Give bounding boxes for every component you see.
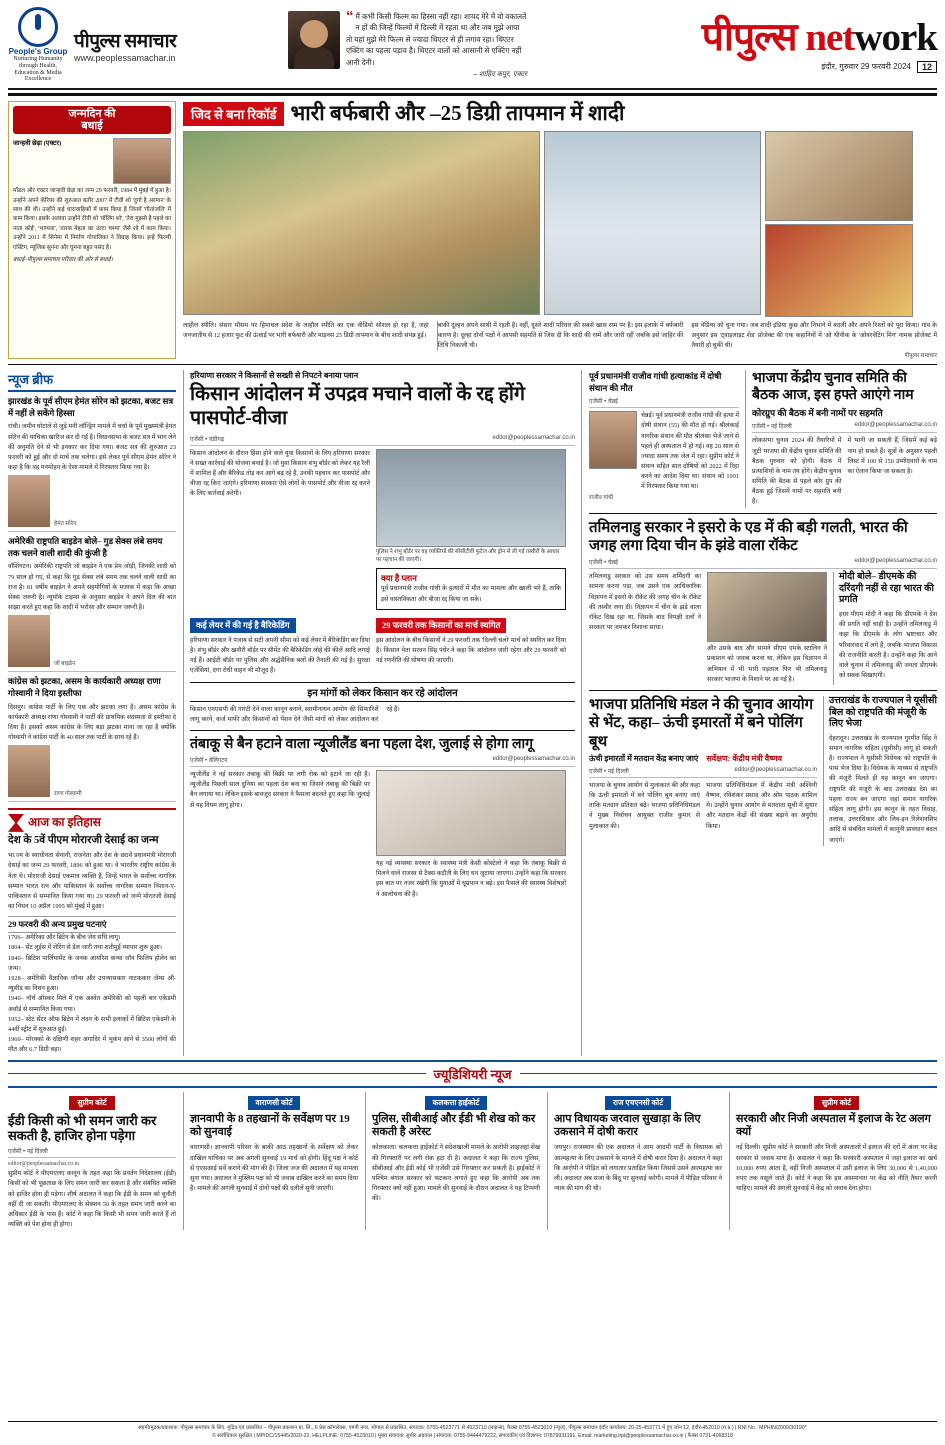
judiciary-headline: ज्ञानवापी के 8 तहखानों के सर्वेक्षण पर 19 को सुनवाई [190,1112,350,1138]
birthday-wish: बधाई–पीपुल्स समाचार परिवार की ओर से बधाई। [13,256,113,263]
ec-body-2: भाजपा प्रतिनिधिमंडल में केंद्रीय मंत्री अश्विनी वैष्णव, रविशंकर प्रसाद और ओम पाठक शामिल थे। उन्होंने चुनाव आयोग से मतदाता सूची में सुधार और मतदान केंद्रों की संख्या बढ़ाने का अनुरोध किया। [706,781,817,830]
birthday-title: जन्मदिन की बधाई [13,106,171,134]
peoples-group-logo-icon [18,7,58,47]
judiciary-card [8,1092,176,1231]
group-tagline-1: Nurturing Humanity through Health, [13,55,63,69]
history-subtitle: 29 फरवरी की अन्य प्रमुख घटनाएं [8,916,176,933]
kisan-body-1: किसान आंदोलन के दौरान हिंसा होने वाले युवा किसानों के लिए हरियाणा सरकार ने सख्त कार्रवाई की योजना बनाई है। जो युवा किसान शंभु बॉर्डर को लेकर यह रैली में शामिल हैं और बैरिकेड तोड़ कर आगे बढ़ रहे हैं, उनकी पहचान कर पासपोर्ट और वीजा रद्द किए जाएंगे। हरियाणा सरकार ऐसे लोगों के पासपोर्ट और वीजा रद्द करने के लिए कार्रवाई करेगी। [190,449,370,498]
newsbrief-title: न्यूज ब्रीफ [8,370,176,392]
quote-author: – शाहिद कपूर, एक्टर [473,71,527,79]
kisan-story [183,370,582,1055]
history-box [8,808,176,1055]
brief-headline: कांग्रेस को झटका, असम के कार्यकारी अध्यक्ष राणा गोस्वामी ने दिया इस्तीफा [8,676,161,699]
kisan-photo-caption: पुलिस ने शंभु बॉर्डर पर वह व्यक्तियों की सीसीटीवी फुटेज और ड्रोन से ली गई तस्वीरों के आधार पर पहचान की जाएगी। [376,548,560,563]
brief-headline: अमेरिकी राष्ट्रपति बाइडेन बोले– गुड सेक्स लंबे समय तक चलने वाली शादी की कुंजी है [8,536,163,558]
kisan-box1-body: पूर्व प्रधानमंत्री राजीव गांधी के हत्यारों में मौत का मामला और खाली भरे हैं, ताकि इसे वास्तविकता और बीजा रद्द किया जा सके। [381,585,561,603]
kisan-box4-body: किसान एमएसपी की गारंटी देने वाला कानून बनाने, स्वामीनाथन आयोग की सिफारिशें लागू करने, कर्ज माफी और किसानों को पेंशन देने जैसी मांगों को लेकर आंदोलन कर रहे हैं। [190,705,400,723]
judiciary-title: ज्यूडिशियरी न्यूज [433,1066,512,1082]
tobacco-body-2: यह नई व्यवस्था सरकार के स्वास्थ्य मंत्री केसी कोस्टेलो ने कहा कि तंबाकू बिक्री से मिलने वाले राजस्व से टैक्स कटौती के लिए धन जुटाया जाएगा। उन्होंने कहा कि सरकार इस बात पर नजर रखेगी कि युवाओं में धूम्रपान न बढ़े। इस फैसले की स्वास्थ्य विशेषज्ञों ने आलोचना की है। [376,859,566,898]
kisan-box4-title: इन मांगों को लेकर किसान कर रहे आंदोलन [190,682,575,702]
lead-photo-snow-convoy [544,131,761,315]
judiciary-body: जयपुर। राजस्थान की एक अदालत ने आम आदमी पार्टी के विधायक को आत्महत्या के लिए उकसाने के मामले में दोषी करार दिया है। अदालत ने कहा कि आरोपी ने पीड़ित को लगातार प्रताड़ित किया जिससे उसने आत्महत्या कर ली। अदालत अब सजा के बिंदु पर सुनवाई करेगी। मामले में पीड़ित परिवार ने न्याय की मांग की थी। [554,1144,722,1193]
history-event: 1796– अमेरिका और ब्रिटेन के बीच जेय संधि लागू। [8,934,121,942]
rajiv-body: चेन्नई। पूर्व प्रधानमंत्री राजीव गांधी की हत्या में दोषी संथान (55) की मौत हो गई। श्रीलंकाई नागरिक संथान की मौत श्रीलंका भेजे जाने से पहले ही अस्पताल में हो गई। वह 20 साल से ज्यादा समय तक जेल में रहा। सुप्रीम कोर्ट ने संथान सहित सात दोषियों को 2022 में रिहा करने का आदेश दिया था। संथान को 1991 में गिरफ्तार किया गया था। [641,412,739,491]
brief-body: दिसपुर। कांग्रेस पार्टी के लिए एक और झटका लगा है। असम कांग्रेस के कार्यकारी अध्यक्ष राणा गोस्वामी ने पार्टी की प्राथमिक सदस्यता से इस्तीफा दे दिया है। इसको असम कांग्रेस के लिए बड़ा झटका माना जा रहा है क्योंकि गोस्वामी ने कांग्रेस पार्टी के 40 साल तक पार्टी के साथ रहे हैं। [8,703,176,742]
edition-dateline: इंदौर, गुरुवार 29 फरवरी 2024 [821,62,911,71]
band-divider-1 [8,364,937,365]
ec-email[interactable]: editor@peoplessamachar.co.in [734,766,817,773]
judiciary-tag: कलकत्ता हाईकोर्ट [425,1096,488,1110]
newsbrief-column [8,370,176,1055]
isro-email[interactable]: editor@peoplessamachar.co.in [854,558,937,565]
tobacco-body-1: न्यूजीलैंड ने नई सरकार तंबाकू की बिक्री पर लगी रोक को हटाने जा रही है। न्यूजीलैंड पिछली साल दुनिया का पहला देश बना था जिसने तंबाकू की बिक्री पर बैन लगाया था। लेकिन इसके बावजूद सरकार ने फैसला बदलते हुए कहा कि जुलाई से यह नियम लागू होगा। [190,770,370,809]
masthead-net: net [805,15,855,59]
kisan-agency: एजेंसी • चंडीगढ़ [190,436,225,443]
tobacco-photo-cigarette [376,770,566,856]
birthday-body: मॉडल और एक्टर जान्हवी छेड़ा का जन्म 29 फरवरी, 1984 में मुंबई में हुआ है। उन्होंने अपने कॅरियर की शुरुआत बतौर 2007 में टीवी शो 'दुर्गा है अरमान' के साथ की थी। उन्होंने कई धारावाहिकों में काम किया है जिनमें 'गीतांजलि' में काम किया। इसके अलावा उन्होंने टीवी शो 'वॉलिंग शो', 'तेरा मुझसे है पहले का नाता कोई', 'भाग्यवा', 'तारक मेहता का उल्टा चश्मा' जैसे शो में काम किया। उन्होंने 2011 में सिनेमा में निर्माण गोपालिका ने विवाह किया। इन्हें फिल्मी एक्टिंग, म्यूजिक सुनना और घूमना बहुत पसंद है। [13,188,171,251]
modi-headline: मोदी बोले– डीएमके की दरिंदगी नहीं से रहा भारत की प्रगति [839,572,934,606]
tobacco-headline: तंबाकू से बैन हटाने वाला न्यूजीलैंड बना पहला देश, जुलाई से होगा लागू [190,736,533,752]
modi-story [833,572,937,685]
kisan-box2-body: हरियाणा सरकार ने पंजाब से सटी अपनी सीमा को कई लेयर में बैरिकेडिंग कर दिया है। शंभु बॉर्डर और खनौरी बॉर्डर पर सीमेंट की बैरिकेडिंग लोहे की कीलें आदि लगाई गई हैं। आईटी बॉर्डर पर पुलिस और अर्द्धसैनिक बलों की तैनाती की गई है। सुरक्षा एजेंसियां, दंगा रोधी वाहन भी मौजूद हैं। [190,636,370,675]
rajiv-agency: एजेंसी • चेन्नई [589,399,618,406]
tobacco-agency: एजेंसी • वेलिंगटन [190,757,228,764]
brief-photo-caption: हेमंत सोरेन [54,521,77,528]
group-tagline-2: Education & Media Excellence [14,69,62,83]
judiciary-tag: राज एचएनसी कोर्ट [605,1096,671,1110]
kisan-box2-title: कई लेयर में की गई है बैरिकेडिंग [190,618,296,633]
judiciary-body: नई दिल्ली। सुप्रीम कोर्ट ने सरकारी और निजी अस्पतालों में इलाज की दरों में अंतर पर केंद्र सरकार से जवाब मांगा है। अदालत ने कहा कि सरकारी अस्पताल में जहां इलाज का खर्च 10,000 रुपए आता है, वहीं निजी अस्पताल में उसी इलाज के लिए 30,000 से 1,40,000 रुपए तक वसूले जाते हैं। कोर्ट ने कहा कि इस असमानता पर केंद्र को नीति तैयार करनी चाहिए। मामले की अगली सुनवाई में केंद्र को जवाब देना होगा। [736,1144,937,1193]
bjp-headline: भाजपा केंद्रीय चुनाव समिति की बैठक आज, इस हफ्ते आएंगे नाम [752,371,914,404]
judiciary-band-header [8,1060,937,1088]
judiciary-body: कोलकाता। कलकत्ता हाईकोर्ट ने संदेशखाली मामले के आरोपी शाहजहां शेख की गिरफ्तारी पर लगी रोक हटा दी है। अदालत ने कहा कि राज्य पुलिस, सीबीआई और ईडी कोई भी एजेंसी उसे गिरफ्तार कर सकती है। हाईकोर्ट ने पश्चिम बंगाल सरकार को फटकार लगाते हुए कहा कि आरोपी अब तक गिरफ्तार क्यों नहीं हुआ। मामले की सुनवाई के दौरान अदालत ने यह टिप्पणी की। [372,1144,540,1203]
judiciary-email[interactable]: editor@peoplessamachar.co.in [8,1161,80,1168]
header-rule [8,93,937,96]
hourglass-icon [8,814,24,832]
lead-body-col2: बाकी दूल्हन अपने साथी में रहती है। वहीं, दूसरे शादी परिवार की सबसे खास रस्म पर है। इस इलाके में बर्फबारी कारण है। दूल्हा दोनों पक्षों ने आपसी सहमति से जिस दी कि शादी की रस्में और जारी रहीं जबकि इसे जाहिर की तिथि निकाली थी। [437,321,684,352]
quote-block [278,7,537,79]
page-footer [8,1421,937,1441]
ec-headline: भाजपा प्रतिनिधि मंडल ने की चुनाव आयोग से भेंट, कहा– ऊंची इमारतों में बने पोलिंग बूथ [589,696,814,750]
quote-text: “ मैं कभी किसी फिल्म का हिस्सा नहीं रहा। शायद मेरे में वो वकालतें न हों की जिन्हें फिल्मों में दिल्ली में रहता था और जब मुझे आया तो यहां मुझे मेरे फिल्म से ज्यादा थिएटर से ही लगाव रहा। थिएटर एक्टिंग का पहला पड़ाव है। थिएटर वालों को आसानी से एक्टिंग नहीं आनी देनी। [346,7,527,67]
history-event: 1952– स्टेट सेंटर ऑफ ब्रिटेन में लंदन के सभी इलाकों में ब्रिटिश एकेडमी के 44वीं स्ट्रीट में शुरुआत हुई। [8,1015,176,1033]
brief-photo [8,745,50,797]
bjp-story [745,370,937,507]
judiciary-tag: सुप्रीम कोर्ट [69,1096,114,1110]
rajiv-story [589,370,739,507]
mid-band [8,370,937,1055]
lead-story [183,101,937,359]
history-event: 1804– सेंट लुईस में शेरिंग से डेल जारी तथा शतीमुईं व्यापार शुरू हुआ। [8,944,163,952]
judiciary-headline: पुलिस, सीबीआई और ईडी भी शेख को कर सकती है अरेस्ट [372,1112,536,1138]
lead-photo-wedding-tent [183,131,540,315]
page-header [8,6,937,90]
brief-photo-caption: राणा गोस्वामी [54,791,82,798]
ec-leaddesc: सर्वेक्षण: केंद्रीय मंत्री वैष्णव [706,753,783,763]
judiciary-body: सुप्रीम कोर्ट ने पीएमएलए कानून के तहत कहा कि प्रवर्तन निदेशालय (ईडी) किसी को भी पूछताछ के लिए समन जारी कर सकता है और संबंधित व्यक्ति को हाजिर होना ही पड़ेगा। शीर्ष अदालत ने कहा कि ईडी के समन को चुनौती नहीं दी जा सकती। पीएमएलए के सेक्शन 50 के तहत समन जारी करने का अधिकार ईडी के पास है। कोर्ट ने कहा कि किसी भी समन जारी करते हैं तो व्यक्ति को पेश होना ही होगा। [8,1170,176,1229]
judiciary-card [547,1092,722,1231]
judiciary-headline: ईडी किसी को भी समन जारी कर सकती है, हाजिर होना पड़ेगा [8,1112,157,1144]
bjp-body-2: में भागी जा सकती हैं, जिसमें कई बड़े नाम हो सकते हैं। सूत्रों के अनुसार पहली लिस्ट में 100 से 150 उम्मीदवारों के नाम का ऐलान किया जा सकता है। [847,437,937,475]
isro-caption: और उसके बाद और सामने सीएम एमके स्टालिन ने प्रकाशन को जवाब करना था, लेकिन इस विज्ञापन में अभियान में भी भारी पड़ताल फिर भी तमिलनाडु सरकार भाजपा के निशाने पर आ गई है। [707,645,827,683]
birthday-box [8,101,176,359]
judiciary-headline: आप विधायक जरवाल सुखाड़ा के लिए उकसाने में दोषी करार [554,1112,701,1138]
history-intro: भा.ज्य के स्वाधीनता सेनानी, राजनेता और देश के छठवें प्रधानमंत्री मोरारजी देसाई का जन्म 29 फरवरी, 1896 को हुआ था। वे भारतीय राष्ट्रीय कांग्रेस के नेता थे। मोरारजी देसाई एकमात्र व्यक्ति हैं, जिन्हें भारत के सर्वोच्च नागरिक सम्मान भारत रत्न और पाकिस्तान के सर्वोच्च नागरिक सम्मान निशान-ए-पाकिस्तान से सम्मानित किया गया था। 29 फरवरी को जन्मे मोरारजी देसाई का निधन 10 अप्रैल 1995 को मुंबई में हुआ। [8,852,176,911]
list-item [8,392,176,532]
bjp-body-1: लोकसभा चुनाव 2024 की तैयारियों में जुटी भाजपा की केंद्रीय चुनाव समिति की बैठक गुरुवार को होगी। बैठक में प्रत्याशियों के नाम तय होंगे। केंद्रीय चुनाव समिति की बैठक से पहले कोर ग्रुप की बैठक हुई जिसमें नामों पर सहमति बनी है। [752,437,842,506]
lead-body-col1: लाहौल स्पीति। संसार मौसम पर हिमाचल प्रदेश के लाहौल स्पीति का एक वीडियो सोशल हो रहा है, जहां जनजातीय से 12 हजार फुट की ऊंचाई पर भारी बर्फबारी और माइनस 25 डिग्री तापमान के बीच शादी संपन्न हुई। [183,321,429,339]
uttarakhand-body: देहरादून। उत्तराखंड के राज्यपाल गुरमीत सिंह ने समान नागरिक संहिता (यूसीसी) लागू हो सकती है। राज्यपाल ने यूसीसी विधेयक को राष्ट्रपति के पास भेज दिया है। विधेयक के माध्यम से राष्ट्रपति की मंजूरी मिलते ही यह कानून बन जाएगा। राष्ट्रपति की मंजूरी के बाद उत्तराखंड देश का पहला राज्य बन जाएगा जहां समान नागरिक संहिता लागू होगी। इस कानून के तहत विवाह, तलाक, उत्तराधिकार और लिव-इन रिलेशनशिप आदि से संबंधित मामलों में कानूनी प्रावधान बदल जाएंगे। [829,734,937,844]
publisher-logo-block [8,7,278,84]
brief-headline: झारखंड के पूर्व सीएम हेमंत सोरेन को झटका, बजट सत्र में नहीं ले सकेंगे हिस्सा [8,396,174,418]
kisan-box1-title: क्या है प्लान [381,573,417,584]
list-item [8,532,176,672]
rajiv-photo [589,411,637,469]
judiciary-tag: सुप्रीम कोर्ट [814,1096,859,1110]
lead-headline: भारी बर्फबारी और –25 डिग्री तापमान में शादी [290,101,625,125]
quote-author-photo [288,11,340,69]
rajiv-photo-caption: राजीव गांधी [589,494,614,501]
lead-kicker: जिद से बना रिकॉर्ड [183,102,284,126]
history-event: 1940– नॉर्थ ऑस्कर मिले में एक अश्वेत अमेरिकी को पहली बार एकेडमी अवॉर्ड से सम्मानित किया गया। [8,995,176,1013]
isro-headline: तमिलनाडु सरकार ने इसरो के एड में की बड़ी गलती, भारत की जगह लगा दिया चीन के झंडे वाला रॉकेट [589,519,908,554]
isro-story [589,519,937,685]
judiciary-agency: एजेंसी • नई दिल्ली [8,1149,48,1156]
lead-body-col3: इस वेडिंग्स को चुना गया। जब शादी इंडिया कुछ और निभाने में बदली और अपने रिश्तों को पूरा किया। गांव के अनुसार इस 'ट्वाइलाइट शेड' प्रोजेक्ट की एक कहानियों में 'ओ थीनीक के 'ओवरवेटिंग मिन' नामक प्रोजेक्ट में तैयारी हो चुकी थी। [691,321,938,349]
kisan-box3-title: 29 फरवरी तक किसानों का मार्च स्थगित [376,618,506,633]
history-title: आज का इतिहास [28,815,101,830]
bjp-subhead: कोरग्रुप की बैठक में बनी नामों पर सहमति [752,408,883,419]
ec-row [589,696,937,846]
kisan-tobacco-divider [190,730,575,731]
kisan-box3-body: इस आंदोलन के बीच किसानों ने 29 फरवरी तक 'दिल्ली चलो' मार्च को स्थगित कर दिया है। किसान नेता सरवन सिंह पंधेर ने कहा कि आंदोलन जारी रहेगा और 29 फरवरी को नई रणनीति की घोषणा की जाएगी। [376,636,566,665]
right-divider-1 [589,513,937,514]
isro-photo-leaders [707,572,827,642]
page-number: 12 [917,61,937,73]
ec-story [589,696,817,846]
brand-hindi: पीपुल्स समाचार [74,31,177,52]
kisan-kicker: हरियाणा सरकार ने किसानों से सख्ती से निपटने बनाया प्लान [190,371,359,381]
lead-credit: पीपुल्स समाचार [904,353,937,360]
brand-website[interactable]: www.peoplessamachar.in [74,53,176,63]
brief-photo-caption: जो बाइडेन [54,661,76,668]
right-divider-2 [589,690,937,691]
lead-photo-groom [765,224,913,317]
bjp-agency: एजेंसी • नई दिल्ली [752,424,792,431]
footer-line-2: © सर्वाधिकार सुरक्षित | MPIDC/15445/2020-22, HELPLINE: 0755-4523010 | मुख्य संपादक: सुधीर अग्रवाल | संपादक: 0755-9444479222, संपादकीय एवं विज्ञापन: 07879931191, Email: marketing.bpl@peoplessamachar.co.in | फैक्स 0731-4068318 [212,1433,733,1440]
masthead-hindi: पीपुल्स [701,15,797,59]
ec-body-1: भाजपा के चुनाव आयोग से मुलाकात की और कहा कि ऊंची इमारतों में बने पोलिंग बूथ बनाए जाएं ताकि मतदान प्रतिशत बढ़े। भाजपा प्रतिनिधिमंडल ने मुख्य निर्वाचन आयुक्त राजीव कुमार से मुलाकात की। [589,781,700,830]
group-name: People's Group [8,46,68,56]
top-band [8,101,937,359]
judiciary-tag: वाराणसी कोर्ट [248,1096,301,1110]
brief-photo [8,615,50,667]
list-item [8,672,176,802]
judiciary-cards [8,1092,937,1231]
kisan-email[interactable]: editor@peoplessamachar.co.in [492,434,575,441]
rajiv-kicker: पूर्व प्रधानमंत्री राजीव गांधी हत्याकांड में दोषी संथान की मौत [589,371,722,394]
judiciary-body: वाराणसी। ज्ञानवापी परिसर के बाकी आठ तहखानों के सर्वेक्षण को लेकर दाखिल याचिका पर अब अगली सुनवाई 19 मार्च को होगी। हिंदू पक्ष ने कोर्ट से एएसआई सर्वे कराने की मांग की है। जिला जज की अदालत में यह मामला सुना गया। अदालत ने मुस्लिम पक्ष को भी जवाब दाखिल करने का समय दिया है। मामले की अगली सुनवाई में दोनों पक्षों की दलीलें सुनी जाएंगी। [190,1144,358,1193]
uttarakhand-story [823,696,937,846]
brief-body: रांची। जमीन घोटाले से जुड़े मनी लॉन्ड्रिंग मामले में चर्चा के पूर्व मुख्यमंत्री हेमंत सोरेन की याचिका खारिज कर दी गई है। विधानसभा के बजट सत्र में भाग लेने की अनुमति देने से भी इनकार कर दिया गया। बजट सत्र की शुरुआत 23 फरवरी को हुई और दो मार्च तक चलेगा। इसे लेकर पूर्व सीएम हेमंत सोरेन ने कहा है कि वह मनमोहन के ऐसा मामले में गिरफ्तार किया गया है। [8,423,176,472]
bjp-email[interactable]: editor@peoplessamachar.co.in [854,422,937,429]
history-event: 1840– ब्रिटिश पार्लियामेंट के जनक आयरिश कन्या जॉन फिलिप होलेन का जन्म। [8,954,176,972]
ec-subhead: ऊंची इमारतों में मतदान केंद्र बनाए जाएं [589,753,699,763]
ec-agency: एजेंसी • नई दिल्ली [589,768,629,775]
masthead-work: work [854,15,937,59]
history-event: 1928– अमेरिकी वैज्ञानिक जॉन्स और उपन्यासकार नाटककार जेम्स औ-न्यूसीड का निधन हुआ। [8,975,176,993]
birthday-person-photo [113,138,171,184]
kisan-headline: किसान आंदोलन में उपद्रव मचाने वालों के रद्द होंगे पासपोर्ट-वीजा [190,384,525,429]
judiciary-card [729,1092,937,1231]
uttarakhand-headline: उत्तराखंड के राज्यपाल ने यूसीसी बिल को राष्ट्रपति की मंजूरी के लिए भेजा [829,695,937,730]
birthday-person-name: जान्हवी छेड़ा (एक्टर) [13,140,62,148]
history-headline: देश के 5वें पीएम मोरारजी देसाई का जन्म [8,835,159,847]
lead-photo-couple [765,131,913,221]
judiciary-card [183,1092,358,1231]
judiciary-headline: सरकारी और निजी अस्पताल में इलाज के रेट अलग क्यों [736,1112,931,1138]
brief-body: वॉशिंगटन। अमेरिकी राष्ट्रपति जो बाइडेन ने एक प्रेम जोड़ी, जिनकी शादी को 79 साल हो गए, से कहा कि गुड सेक्स लंबे समय तक चलने वाली शादी का राज है। 81 वर्षीय बाइडेन ने अपने सहयोगियों के मजाक में कहा कि अच्छा सेक्स जरूरी है। न्यूयॉर्क टाइम्स के अनुसार बाइडेन ने अपने दिल की बात साझा करते हुए कहा कि शादी में भरोसा और सम्मान जरूरी है। [8,563,176,612]
history-event: 1960– मोरक्को के दक्षिणी शहर अगादिर में भूकंप आने से 3500 लोगों की मौत और 6.7 डिग्री बड़ा। [8,1036,176,1054]
modi-body: इधर पीएम मोदी ने कहा कि डीएमके ने देश की प्रगति नहीं चाही है। उन्होंने तमिलनाडु में कहा कि डीएमके के लोग भ्रष्टाचार और परिवारवाद में लगे हैं, जबकि भाजपा विकास की राजनीति करती है। उन्होंने कहा कि आने वाले चुनाव में तमिलनाडु की जनता डीएमके को सबक सिखाएगी। [839,610,937,680]
footer-line-1: स्वामी/मुद्रक/प्रकाशक: पीपुल्स समाचार के लिए, मुद्रित एवं प्रकाशित – पीपुल्स प्रकाशन प्रा. लि., 6 प्रेस कॉम्प्लेक्स, एमपी नगर, भोपाल से प्रकाशित, संपादक: 0755-4523771 से 4523710 (लाइन्स), फैक्स 0755-4523010 (न्यूज), पीपुल्स समाचार इंदौर कार्यालय: 20-25-453771 में हुए जोन 12, इंदौर-452010 (म.प्र.) | RNI No.: MPHIN/2009/30190* [138,1425,807,1432]
tobacco-email[interactable]: editor@peoplessamachar.co.in [492,755,575,762]
isro-agency: एजेंसी • चेन्नई [589,560,618,567]
isro-body: तमिलनाडु सरकार को उस समय शर्मिंदगी का सामना करना पड़ा, जब उसने एक आधिकारिक विज्ञापन में इसरो के रॉकेट की जगह चीन के रॉकेट की तस्वीर लगा दी। विज्ञापन में चीन के झंडे वाला रॉकेट दिख रहा था, जिसके बाद विपक्षी दलों ने सरकार पर जमकर निशाना साधा। [589,573,701,632]
judiciary-card [365,1092,540,1231]
brief-photo [8,475,50,527]
masthead [537,15,937,73]
kisan-photo-protest [376,449,566,547]
quote-mark-icon: “ [346,7,354,25]
right-column [589,370,937,1055]
